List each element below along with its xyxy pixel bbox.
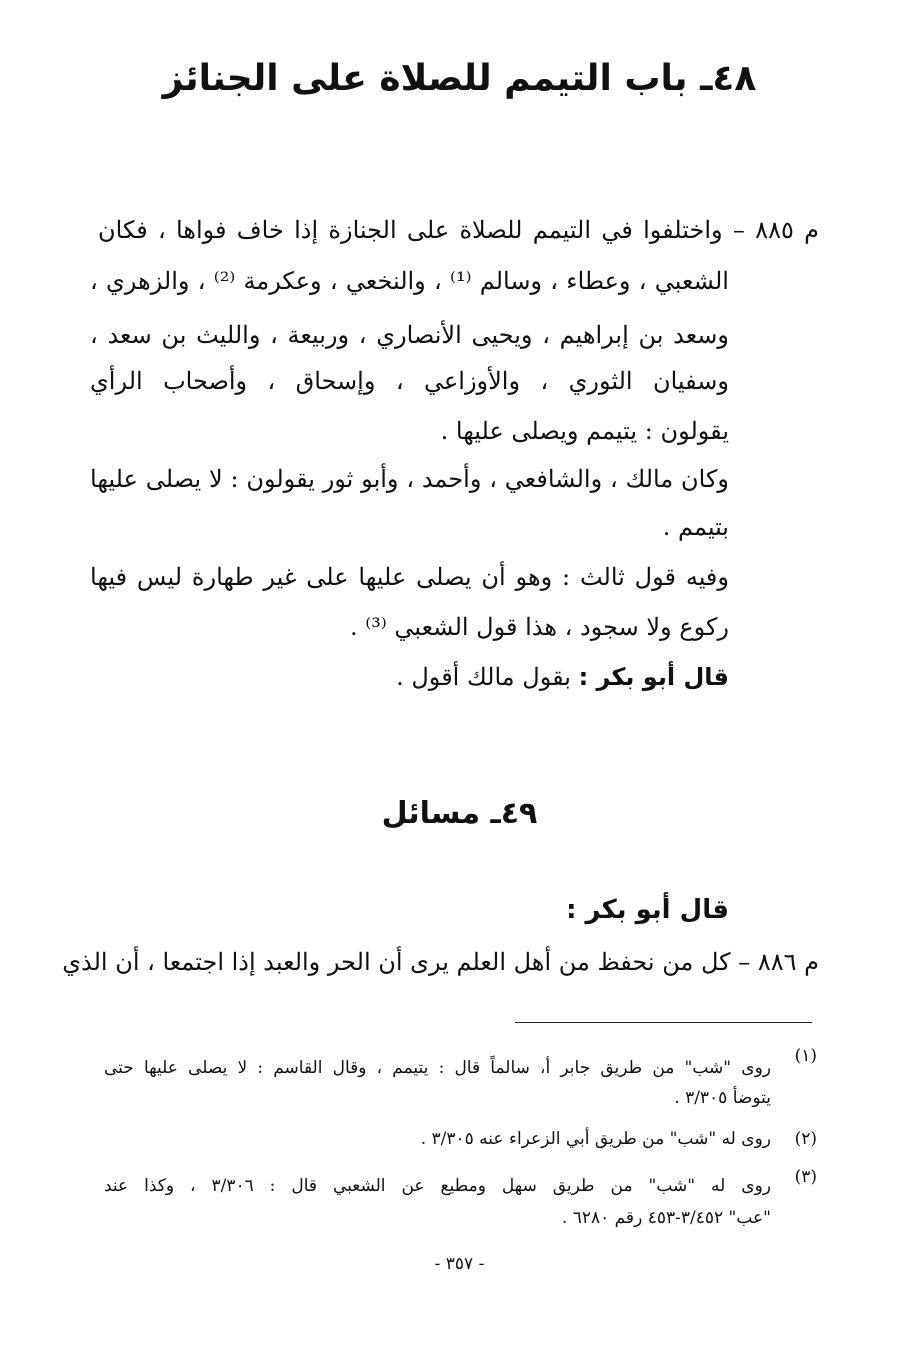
footnote-number: (٣) <box>794 1167 817 1187</box>
paragraph-line: وسفيان الثوري ، والأوزاعي ، وإسحاق ، وأصحاب الرأي <box>90 367 729 395</box>
conclusion-line <box>396 660 729 694</box>
paragraph-line: بتيمم . <box>662 513 729 541</box>
footnote-line: روى "شب" من طريق جابر أ، سالماً قال : يتيمم ، وقال القاسم : لا يصلى عليها حتى <box>104 1058 771 1078</box>
paragraph-line: وفيه قول ثالث : وهو أن يصلى عليها على غير طهارة ليس فيها <box>90 563 729 591</box>
paragraph-line: ركوع ولا سجود ، هذا قول الشعبي ⁽³⁾ . <box>350 613 729 641</box>
paragraph-line: م ٨٨٥ – واختلفوا في التيمم للصلاة على الجنازة إذا خاف فواها ، فكان <box>98 216 819 244</box>
footnote-number: (١) <box>794 1046 817 1066</box>
paragraph-line: م ٨٨٦ – كل من نحفظ من أهل العلم يرى أن الحر والعبد إذا اجتمعا ، أن الذي <box>62 948 819 976</box>
paragraph-line: وسعد بن إبراهيم ، ويحيى الأنصاري ، وربيعة ، والليث بن سعد ، <box>90 321 729 349</box>
paragraph-line: الشعبي ، وعطاء ، وسالم ⁽¹⁾ ، والنخعي ، وعكرمة ⁽²⁾ ، والزهري ، <box>90 267 729 295</box>
chapter-49-speaker: قال أبو بكر : <box>566 895 729 925</box>
paragraph-line: وكان مالك ، والشافعي ، وأحمد ، وأبو ثور يقولون : لا يصلى عليها <box>90 465 729 493</box>
paragraph-line: يقولون : يتيمم ويصلى عليها . <box>440 417 729 445</box>
conclusion-speaker: قال أبو بكر : <box>578 663 729 691</box>
footnote-number: (٢) <box>794 1129 817 1149</box>
footnote-line: روى له "شب" من طريق أبي الزعراء عنه ٣/٣٠٥ . <box>420 1129 771 1149</box>
chapter-49-title: ٤٩ـ مسائل <box>381 796 538 831</box>
footnote-line: يتوضأ ٣/٣٠٥ . <box>674 1088 771 1108</box>
conclusion-text: بقول مالك أقول . <box>396 663 571 691</box>
footnote-line: "عب" ٣/٤٥٢-٤٥٣ رقم ٦٢٨٠ . <box>561 1208 771 1228</box>
page-number: - ٣٥٧ - <box>434 1254 485 1274</box>
chapter-48-title: ٤٨ـ باب التيمم للصلاة على الجنائز <box>162 58 757 99</box>
footnote-separator <box>515 1022 812 1023</box>
footnote-line: روى له "شب" من طريق سهل ومطيع عن الشعبي قال : ٣/٣٠٦ ، وكذا عند <box>104 1176 771 1196</box>
